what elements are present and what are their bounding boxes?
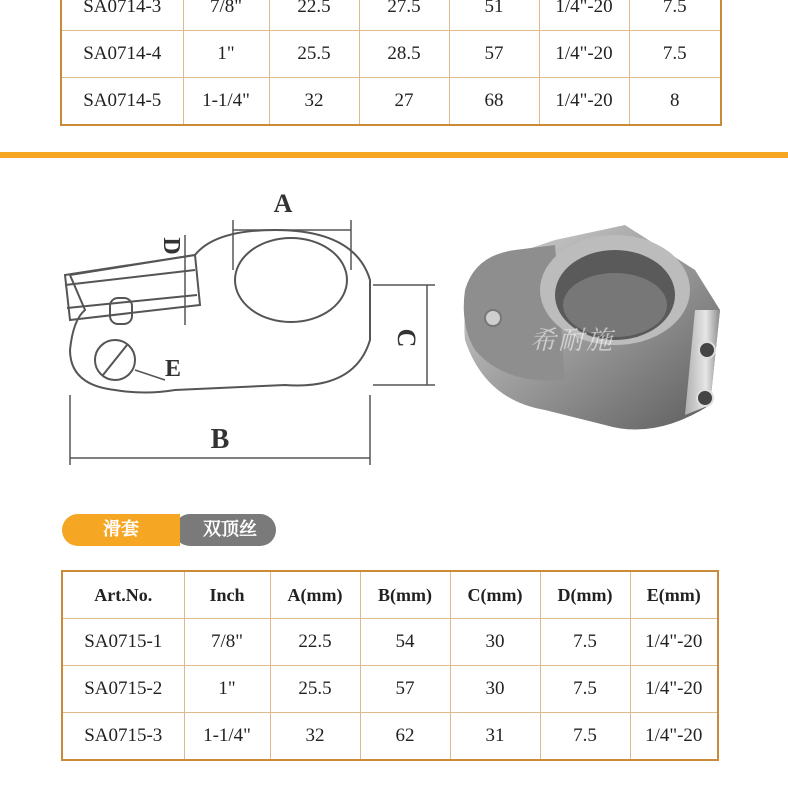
table-cell: 32: [269, 78, 359, 126]
table-row: [62, 713, 718, 761]
table-cell: 7/8": [184, 619, 270, 666]
column-header: C(mm): [450, 571, 540, 619]
tab-label: 滑套: [103, 519, 139, 540]
label-b: B: [210, 424, 230, 455]
table-cell: 7.5: [540, 666, 630, 713]
column-header: Art.No.: [62, 571, 184, 619]
table-cell: 1-1/4": [184, 713, 270, 761]
table-cell: SA0715-3: [62, 713, 184, 761]
label-d: D: [158, 237, 184, 255]
tab-label: 双顶丝: [203, 519, 257, 540]
table-cell: SA0714-5: [61, 78, 183, 126]
table-row: [61, 31, 721, 78]
table-cell: 30: [450, 619, 540, 666]
table-row: [61, 0, 721, 31]
table-cell: 28.5: [359, 31, 449, 78]
tab-double-screw[interactable]: [174, 514, 276, 546]
label-a: A: [273, 189, 293, 218]
table-cell: 54: [360, 619, 450, 666]
watermark: 希耐施: [530, 326, 615, 356]
table-cell: 57: [360, 666, 450, 713]
table-cell: 7.5: [540, 713, 630, 761]
table-cell: 7.5: [540, 619, 630, 666]
table-cell: 1": [184, 666, 270, 713]
table-cell: 1/4"-20: [539, 78, 629, 126]
table-cell: SA0714-4: [61, 31, 183, 78]
table-cell: 30: [450, 666, 540, 713]
product-tabs: [62, 514, 276, 546]
table-cell: 7.5: [629, 0, 721, 31]
spec-table-sa0715: [61, 570, 719, 761]
table-cell: 22.5: [270, 619, 360, 666]
table-cell: 1/4"-20: [539, 0, 629, 31]
table-cell: 62: [360, 713, 450, 761]
table-row: [61, 78, 721, 126]
column-header: D(mm): [540, 571, 630, 619]
table-cell: 51: [449, 0, 539, 31]
table-cell: 1-1/4": [183, 78, 269, 126]
table-cell: 7/8": [183, 0, 269, 31]
tab-slide-sleeve[interactable]: [62, 514, 180, 546]
column-header: B(mm): [360, 571, 450, 619]
table-cell: 7.5: [629, 31, 721, 78]
table-cell: 1/4"-20: [630, 666, 718, 713]
label-c: C: [392, 328, 421, 348]
column-header: E(mm): [630, 571, 718, 619]
table-cell: SA0715-2: [62, 666, 184, 713]
table-cell: 8: [629, 78, 721, 126]
table-cell: 27: [359, 78, 449, 126]
table-cell: 25.5: [269, 31, 359, 78]
table-cell: SA0715-1: [62, 619, 184, 666]
table-row: [62, 666, 718, 713]
table-cell: 1/4"-20: [630, 619, 718, 666]
spec-table-sa0714: [60, 0, 722, 126]
section-divider: [0, 152, 788, 158]
dimension-drawing: [55, 180, 445, 470]
table-cell: 27.5: [359, 0, 449, 31]
table-cell: 57: [449, 31, 539, 78]
table-cell: 1/4"-20: [630, 713, 718, 761]
table-header-row: [62, 571, 718, 619]
table-row: [62, 619, 718, 666]
column-header: Inch: [184, 571, 270, 619]
table-cell: 22.5: [269, 0, 359, 31]
table-cell: 31: [450, 713, 540, 761]
column-header: A(mm): [270, 571, 360, 619]
table-cell: 68: [449, 78, 539, 126]
table-cell: SA0714-3: [61, 0, 183, 31]
label-e: E: [164, 356, 182, 382]
table-cell: 32: [270, 713, 360, 761]
table-cell: 25.5: [270, 666, 360, 713]
table-cell: 1": [183, 31, 269, 78]
table-cell: 1/4"-20: [539, 31, 629, 78]
